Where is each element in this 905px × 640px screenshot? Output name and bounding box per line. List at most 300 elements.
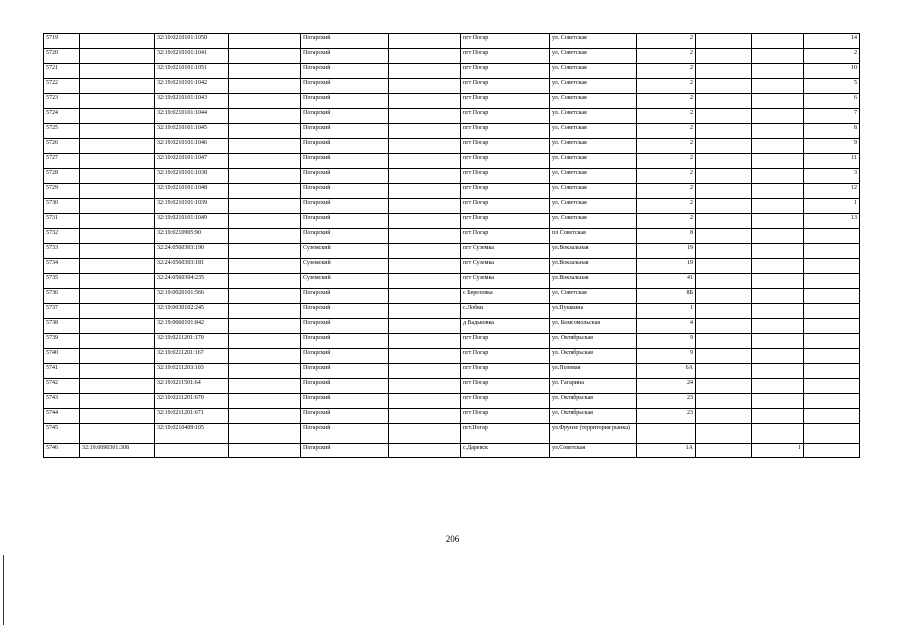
cell-column-10: [696, 94, 752, 109]
cell-column-4: [229, 349, 301, 364]
cell-locality: с.Лобки: [461, 304, 550, 319]
cell-column-4: [229, 94, 301, 109]
table-row: [44, 349, 860, 364]
cell-column-11: [752, 334, 804, 349]
cell-column-11: [752, 394, 804, 409]
cell-district: Погарский: [301, 334, 389, 349]
cell-column-10: [696, 444, 752, 458]
cell-column-11: [752, 289, 804, 304]
cell-column-11: [752, 154, 804, 169]
cell-district: Суземский: [301, 259, 389, 274]
cell-column-11: [752, 319, 804, 334]
cell-house-number: [637, 424, 696, 444]
cell-column-11: [752, 109, 804, 124]
table-row: [44, 379, 860, 394]
cell-cadastral-number-alt: [80, 139, 155, 154]
cell-column-10: [696, 379, 752, 394]
cell-house-number: 4: [637, 319, 696, 334]
scan-edge-mark: [3, 555, 4, 625]
cell-house-number: 19: [637, 244, 696, 259]
cell-apartment-number: [804, 229, 860, 244]
cell-cadastral-number-alt: [80, 169, 155, 184]
cell-house-number: 2: [637, 184, 696, 199]
cell-cadastral-number-alt: [80, 229, 155, 244]
cell-house-number: 9: [637, 349, 696, 364]
cell-apartment-number: 11: [804, 154, 860, 169]
cell-cadastral-number-alt: [80, 124, 155, 139]
cell-column-10: [696, 274, 752, 289]
cell-column-10: [696, 334, 752, 349]
cell-cadastral-number-alt: [80, 394, 155, 409]
cell-column-4: [229, 79, 301, 94]
cell-column-6: [389, 139, 461, 154]
cell-column-6: [389, 304, 461, 319]
cell-cadastral-number-alt: [80, 109, 155, 124]
cell-locality: пгт Погар: [461, 364, 550, 379]
table-row: [44, 409, 860, 424]
cell-column-11: [752, 184, 804, 199]
cell-column-10: [696, 64, 752, 79]
table-row: [44, 64, 860, 79]
table-row: [44, 49, 860, 64]
cell-row-number: 5734: [44, 259, 80, 274]
cell-district: Погарский: [301, 424, 389, 444]
cell-locality: пгт Суземка: [461, 244, 550, 259]
cell-row-number: 5725: [44, 124, 80, 139]
table-row: [44, 199, 860, 214]
cell-apartment-number: [804, 289, 860, 304]
cell-street: ул.Полевая: [550, 364, 637, 379]
cell-district: Погарский: [301, 349, 389, 364]
cell-locality: пгт.Погар: [461, 424, 550, 444]
cell-column-4: [229, 289, 301, 304]
cell-row-number: 5728: [44, 169, 80, 184]
table-row: [44, 304, 860, 319]
cell-street: ул.Советская: [550, 444, 637, 458]
page-number: 206: [445, 534, 460, 544]
cell-cadastral-number-alt: [80, 244, 155, 259]
cell-column-10: [696, 49, 752, 64]
cell-column-11: [752, 124, 804, 139]
cell-cadastral-number: 32:19:0210101:1045: [155, 124, 229, 139]
cell-cadastral-number: 32:19:0060101:842: [155, 319, 229, 334]
cell-column-10: [696, 199, 752, 214]
table-row: [44, 259, 860, 274]
table-row: [44, 34, 860, 49]
table-row: [44, 124, 860, 139]
cell-cadastral-number: 32:19:0210101:1049: [155, 214, 229, 229]
cell-column-10: [696, 229, 752, 244]
cell-street: ул. Советская: [550, 214, 637, 229]
document-page: [43, 33, 860, 458]
table-row: [44, 289, 860, 304]
cell-column-6: [389, 379, 461, 394]
cell-district: Погарский: [301, 139, 389, 154]
cell-house-number: 9: [637, 334, 696, 349]
cell-district: Погарский: [301, 94, 389, 109]
cell-column-6: [389, 409, 461, 424]
cell-column-6: [389, 229, 461, 244]
cell-house-number: 2: [637, 49, 696, 64]
cell-house-number: 2: [637, 124, 696, 139]
cell-street: ул. Октябрьская: [550, 394, 637, 409]
cell-column-6: [389, 244, 461, 259]
cell-house-number: 2: [637, 64, 696, 79]
cell-column-11: [752, 199, 804, 214]
cell-row-number: 5739: [44, 334, 80, 349]
cell-district: Погарский: [301, 289, 389, 304]
cell-column-6: [389, 394, 461, 409]
cell-row-number: 5746: [44, 444, 80, 458]
cell-locality: пгт Суземка: [461, 259, 550, 274]
cell-cadastral-number: 32:19:0210101:1041: [155, 49, 229, 64]
cell-cadastral-number-alt: [80, 259, 155, 274]
cell-locality: пгт Погар: [461, 334, 550, 349]
cell-apartment-number: [804, 364, 860, 379]
cell-apartment-number: [804, 394, 860, 409]
cell-cadastral-number-alt: [80, 184, 155, 199]
cell-column-11: [752, 424, 804, 444]
cell-column-6: [389, 49, 461, 64]
cell-column-6: [389, 79, 461, 94]
cell-apartment-number: 10: [804, 64, 860, 79]
cell-locality: пгт Погар: [461, 229, 550, 244]
cell-cadastral-number: 32:19:0210905:90: [155, 229, 229, 244]
cell-cadastral-number: 32:19:0210101:1038: [155, 169, 229, 184]
cell-apartment-number: [804, 349, 860, 364]
cell-apartment-number: 13: [804, 214, 860, 229]
cell-column-4: [229, 169, 301, 184]
cell-column-10: [696, 169, 752, 184]
cell-cadastral-number-alt: [80, 79, 155, 94]
cell-street: ул. Советская: [550, 199, 637, 214]
table-row: [44, 229, 860, 244]
cell-column-10: [696, 124, 752, 139]
cell-column-11: [752, 64, 804, 79]
cell-house-number: 2: [637, 139, 696, 154]
cell-row-number: 5745: [44, 424, 80, 444]
cell-locality: пгт Погар: [461, 379, 550, 394]
cell-column-4: [229, 49, 301, 64]
cell-column-6: [389, 124, 461, 139]
cell-house-number: 2: [637, 34, 696, 49]
cell-cadastral-number: 32:19:0210101:1042: [155, 79, 229, 94]
table-row: [44, 364, 860, 379]
cell-column-4: [229, 34, 301, 49]
cell-district: Погарский: [301, 364, 389, 379]
cell-street: ул. Советская: [550, 49, 637, 64]
cell-house-number: 2: [637, 154, 696, 169]
cell-row-number: 5724: [44, 109, 80, 124]
cell-district: Погарский: [301, 379, 389, 394]
cell-row-number: 5742: [44, 379, 80, 394]
table-row: [44, 334, 860, 349]
cell-cadastral-number: 32:19:0210101:1047: [155, 154, 229, 169]
cell-cadastral-number-alt: [80, 289, 155, 304]
cell-house-number: 8: [637, 229, 696, 244]
cell-locality: пгт Суземка: [461, 274, 550, 289]
cell-cadastral-number-alt: [80, 49, 155, 64]
cell-column-4: [229, 334, 301, 349]
cell-street: ул. Советская: [550, 79, 637, 94]
cell-street: ул. Октябрьская: [550, 349, 637, 364]
cell-locality: пгт Погар: [461, 34, 550, 49]
cell-house-number: 23: [637, 409, 696, 424]
cell-column-10: [696, 34, 752, 49]
cell-house-number: 1А: [637, 444, 696, 458]
cell-cadastral-number: 32:24:0560303:190: [155, 244, 229, 259]
cell-cadastral-number-alt: [80, 319, 155, 334]
cell-cadastral-number: 32:19:0210101:1048: [155, 184, 229, 199]
cell-street: ул. Комсомольская: [550, 319, 637, 334]
cell-row-number: 5738: [44, 319, 80, 334]
cell-locality: пгт Погар: [461, 64, 550, 79]
cell-cadastral-number: 32:19:0211501:64: [155, 379, 229, 394]
cell-column-4: [229, 109, 301, 124]
table-row: [44, 169, 860, 184]
cell-district: Погарский: [301, 229, 389, 244]
cell-cadastral-number: 32:24:0560304:235: [155, 274, 229, 289]
cell-district: Погарский: [301, 409, 389, 424]
cell-house-number: 6А: [637, 364, 696, 379]
cell-column-11: [752, 274, 804, 289]
cell-column-6: [389, 184, 461, 199]
cell-district: Погарский: [301, 444, 389, 458]
cell-cadastral-number-alt: [80, 334, 155, 349]
cell-apartment-number: [804, 259, 860, 274]
table-row: [44, 79, 860, 94]
cell-column-6: [389, 34, 461, 49]
cell-column-11: [752, 79, 804, 94]
cell-row-number: 5736: [44, 289, 80, 304]
cell-column-11: [752, 304, 804, 319]
cell-column-11: [752, 349, 804, 364]
cell-column-11: [752, 49, 804, 64]
cell-column-11: 1: [752, 444, 804, 458]
table-row: [44, 184, 860, 199]
cell-column-4: [229, 139, 301, 154]
cell-row-number: 5740: [44, 349, 80, 364]
table-row: [44, 94, 860, 109]
cell-column-11: [752, 229, 804, 244]
cell-column-10: [696, 409, 752, 424]
cell-column-4: [229, 244, 301, 259]
cell-house-number: 2: [637, 214, 696, 229]
cell-apartment-number: 8: [804, 124, 860, 139]
cell-column-11: [752, 214, 804, 229]
cell-cadastral-number-alt: [80, 199, 155, 214]
cell-house-number: 19: [637, 259, 696, 274]
cell-street: ул.Вокзальная: [550, 244, 637, 259]
table-row: [44, 244, 860, 259]
cell-locality: пгт Погар: [461, 49, 550, 64]
cell-house-number: 2: [637, 109, 696, 124]
cell-house-number: 24: [637, 379, 696, 394]
cell-row-number: 5729: [44, 184, 80, 199]
cell-district: Погарский: [301, 184, 389, 199]
cell-column-10: [696, 349, 752, 364]
cell-cadastral-number-alt: [80, 364, 155, 379]
cell-house-number: 2: [637, 79, 696, 94]
cell-cadastral-number: 32:19:0211203:103: [155, 364, 229, 379]
cell-house-number: 2: [637, 94, 696, 109]
cell-row-number: 5723: [44, 94, 80, 109]
cell-street: пл Советская: [550, 229, 637, 244]
table-row: [44, 394, 860, 409]
cell-apartment-number: 9: [804, 139, 860, 154]
cell-street: ул.Вокзальная: [550, 274, 637, 289]
cell-district: Погарский: [301, 199, 389, 214]
cell-apartment-number: 1: [804, 199, 860, 214]
cell-locality: пгт Погар: [461, 409, 550, 424]
cell-column-11: [752, 244, 804, 259]
cell-district: Погарский: [301, 34, 389, 49]
cell-street: ул.Пушкина: [550, 304, 637, 319]
cell-cadastral-number-alt: [80, 379, 155, 394]
cell-column-6: [389, 109, 461, 124]
cell-district: Суземский: [301, 244, 389, 259]
cell-cadastral-number-alt: [80, 214, 155, 229]
cell-locality: пгт Погар: [461, 154, 550, 169]
cell-house-number: 2: [637, 169, 696, 184]
cell-house-number: 23: [637, 394, 696, 409]
cell-apartment-number: [804, 424, 860, 444]
cell-column-4: [229, 274, 301, 289]
cell-cadastral-number: 32:19:0210101:1043: [155, 94, 229, 109]
cell-cadastral-number: 32:19:0211201:670: [155, 394, 229, 409]
cell-cadastral-number-alt: [80, 34, 155, 49]
cell-column-4: [229, 259, 301, 274]
table-body: [44, 34, 860, 458]
cell-row-number: 5726: [44, 139, 80, 154]
cell-locality: пгт Погар: [461, 109, 550, 124]
cell-district: Погарский: [301, 214, 389, 229]
cell-district: Погарский: [301, 64, 389, 79]
cell-row-number: 5735: [44, 274, 80, 289]
cell-column-10: [696, 394, 752, 409]
cell-district: Погарский: [301, 169, 389, 184]
table-row: [44, 139, 860, 154]
table-row: [44, 154, 860, 169]
cell-locality: пгт Погар: [461, 169, 550, 184]
cell-column-6: [389, 289, 461, 304]
cell-locality: пгт Погар: [461, 349, 550, 364]
cell-column-6: [389, 199, 461, 214]
cell-column-11: [752, 34, 804, 49]
cell-column-6: [389, 424, 461, 444]
cell-cadastral-number: [155, 444, 229, 458]
cell-column-6: [389, 444, 461, 458]
cell-column-10: [696, 109, 752, 124]
table-row: [44, 424, 860, 444]
cell-locality: пгт Погар: [461, 124, 550, 139]
cell-locality: пгт Погар: [461, 199, 550, 214]
cell-street: ул. Советская: [550, 184, 637, 199]
table-row: [44, 319, 860, 334]
cell-row-number: 5721: [44, 64, 80, 79]
cell-district: Погарский: [301, 319, 389, 334]
cell-cadastral-number-alt: [80, 424, 155, 444]
cell-district: Погарский: [301, 79, 389, 94]
cell-district: Погарский: [301, 154, 389, 169]
cell-cadastral-number: 32:19:0211201:167: [155, 349, 229, 364]
cell-column-4: [229, 319, 301, 334]
cell-street: ул. Гагарина: [550, 379, 637, 394]
cell-column-6: [389, 259, 461, 274]
cell-cadastral-number: 32:19:0211201:671: [155, 409, 229, 424]
cell-apartment-number: [804, 304, 860, 319]
cell-row-number: 5741: [44, 364, 80, 379]
cell-locality: с Березовка: [461, 289, 550, 304]
cell-column-6: [389, 154, 461, 169]
cell-street: ул. Советская: [550, 124, 637, 139]
cell-street: ул. Советская: [550, 94, 637, 109]
cell-apartment-number: 7: [804, 109, 860, 124]
cell-apartment-number: [804, 244, 860, 259]
cell-apartment-number: 14: [804, 34, 860, 49]
table-row: [44, 274, 860, 289]
cell-apartment-number: [804, 409, 860, 424]
cell-street: ул. Советская: [550, 169, 637, 184]
cell-cadastral-number: 32:19:0210409:105: [155, 424, 229, 444]
cell-district: Суземский: [301, 274, 389, 289]
cell-apartment-number: [804, 444, 860, 458]
cell-cadastral-number-alt: [80, 409, 155, 424]
cell-house-number: 1: [637, 304, 696, 319]
cell-row-number: 5720: [44, 49, 80, 64]
cell-column-4: [229, 409, 301, 424]
cell-column-4: [229, 64, 301, 79]
cell-column-6: [389, 364, 461, 379]
cell-district: Погарский: [301, 304, 389, 319]
cell-street: ул. Советская: [550, 139, 637, 154]
cell-column-10: [696, 154, 752, 169]
cell-apartment-number: 12: [804, 184, 860, 199]
cell-cadastral-number-alt: [80, 304, 155, 319]
cell-house-number: 2: [637, 199, 696, 214]
cell-column-10: [696, 139, 752, 154]
cell-district: Погарский: [301, 109, 389, 124]
cell-row-number: 5722: [44, 79, 80, 94]
cell-locality: пгт Погар: [461, 184, 550, 199]
cell-apartment-number: 5: [804, 79, 860, 94]
cell-street: ул. Октябрьская: [550, 334, 637, 349]
cell-column-10: [696, 244, 752, 259]
cell-column-11: [752, 139, 804, 154]
cell-street: ул. Октябрьская: [550, 409, 637, 424]
cell-cadastral-number-alt: [80, 349, 155, 364]
cell-house-number: 41: [637, 274, 696, 289]
table-row: [44, 214, 860, 229]
cell-column-6: [389, 349, 461, 364]
cell-column-11: [752, 169, 804, 184]
cell-street: ул.Вокзальная: [550, 259, 637, 274]
cell-locality: пгт Погар: [461, 139, 550, 154]
cell-column-4: [229, 124, 301, 139]
cell-row-number: 5744: [44, 409, 80, 424]
cell-column-4: [229, 184, 301, 199]
cell-locality: пгт Погар: [461, 79, 550, 94]
cell-column-6: [389, 94, 461, 109]
cell-cadastral-number-alt: [80, 274, 155, 289]
cell-district: Погарский: [301, 49, 389, 64]
cell-cadastral-number: 32:19:0210101:1051: [155, 64, 229, 79]
cell-column-6: [389, 319, 461, 334]
cell-apartment-number: 6: [804, 94, 860, 109]
cell-cadastral-number-alt: 32:19:0090301:308: [80, 444, 155, 458]
cell-apartment-number: [804, 319, 860, 334]
cell-column-11: [752, 409, 804, 424]
